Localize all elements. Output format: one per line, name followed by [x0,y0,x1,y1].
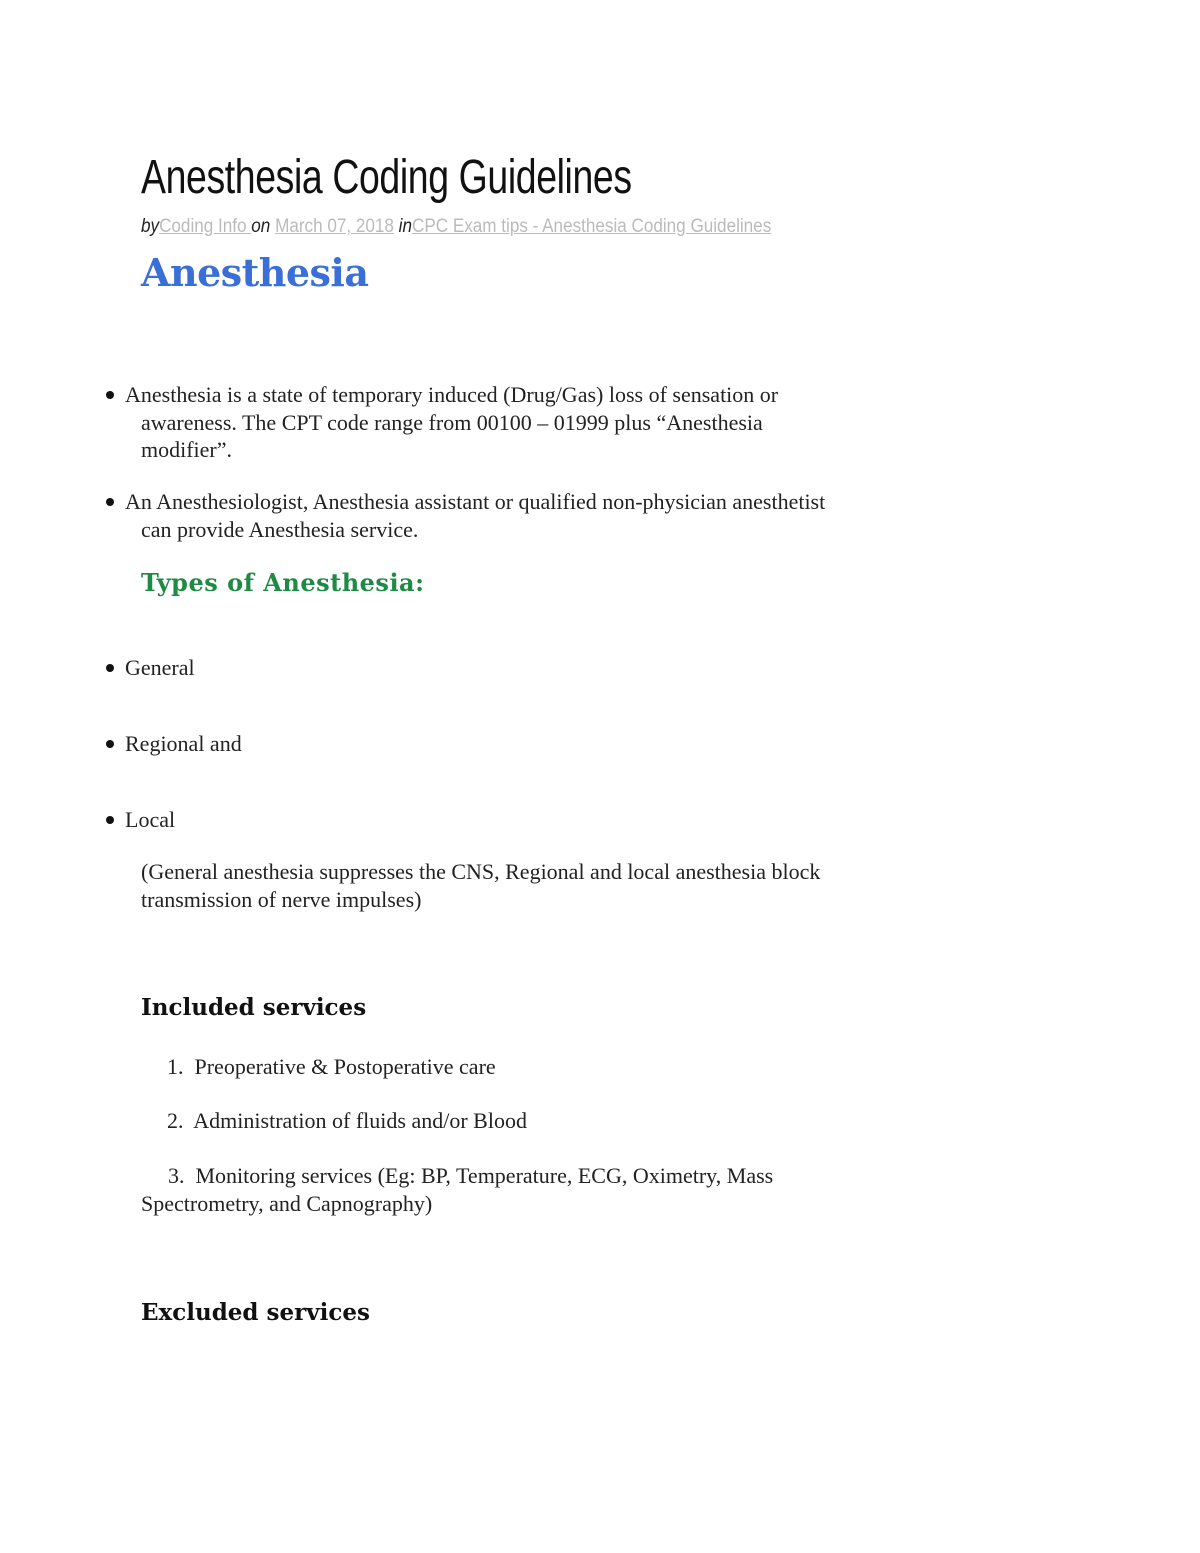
included-item: 1. Preoperative & Postoperative care [167,1054,496,1079]
meta-by: by [141,216,160,237]
post-meta [141,216,771,238]
excluded-heading: Excluded services [141,1299,370,1326]
meta-on: on [251,216,271,237]
included-item: 3. Monitoring services (Eg: BP, Temperature, ECG, Oximetry, Mass Spectrometry, and Capnography) [141,1163,774,1216]
page-title: Anesthesia Coding Guidelines [141,151,632,204]
bullet-item: Anesthesia is a state of temporary induced (Drug/Gas) loss of sensation or awareness. The CPT code range from 00100 – 01999 plus “Anesthesia modifier”. [106,381,778,464]
author-link[interactable]: Coding Info [159,216,252,237]
meta-in: in [398,216,412,237]
bullet-icon [106,498,114,506]
included-item: 2. Administration of fluids and/or Blood [167,1108,527,1133]
date-link[interactable]: March 07, 2018 [275,216,394,237]
type-item: Local [106,806,175,834]
type-item: Regional and [106,730,242,758]
bullet-icon [106,740,114,748]
category-link[interactable]: CPC Exam tips - Anesthesia Coding Guidelines [411,216,772,237]
section-heading: Anesthesia [141,250,369,295]
bullet-icon [106,391,114,399]
bullet-icon [106,816,114,824]
types-heading: Types of Anesthesia: [141,568,425,597]
bullet-icon [106,664,114,672]
included-heading: Included services [141,994,367,1021]
type-item: General [106,654,195,682]
bullet-item: An Anesthesiologist, Anesthesia assistant or qualified non-physician anesthetist can provide Anesthesia service. [106,488,825,543]
types-note: (General anesthesia suppresses the CNS, Regional and local anesthesia block transmission of nerve impulses) [141,859,821,912]
